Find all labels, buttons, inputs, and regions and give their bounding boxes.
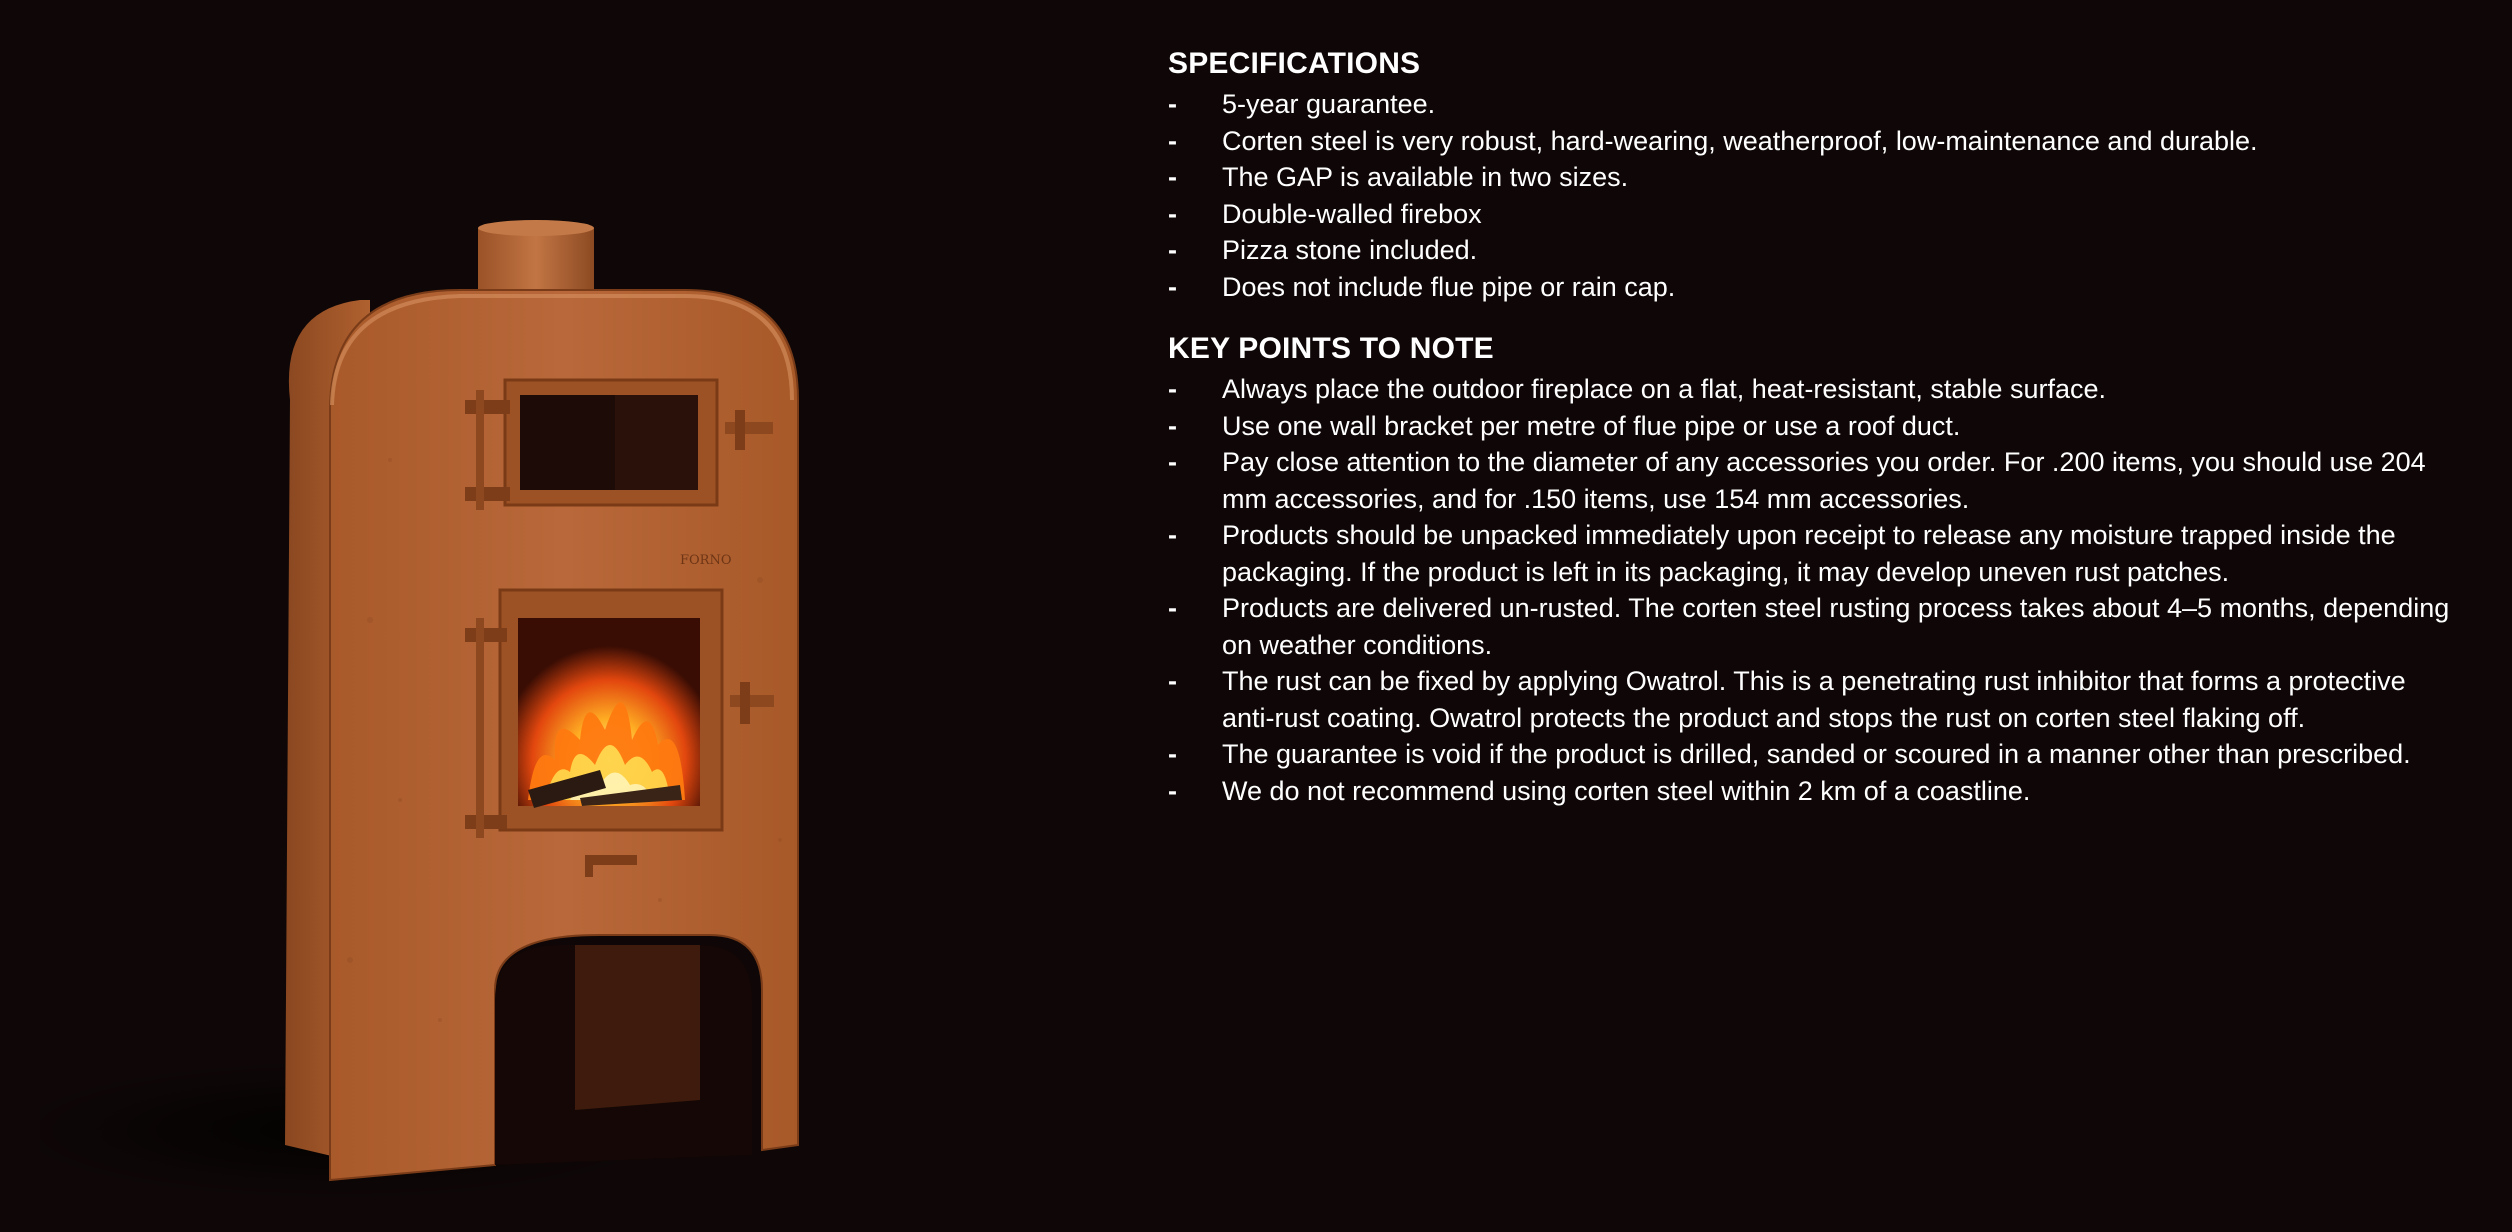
list-item-text: Double-walled firebox <box>1222 198 1482 229</box>
list-item <box>1168 736 2458 773</box>
list-item-text: The rust can be fixed by applying Owatrol. This is a penetrating rust inhibitor that forms a protective anti-rust coating. Owatrol protects the product and stops the rust on corten steel flaking off. <box>1222 666 2406 733</box>
bullet-dash: - <box>1168 162 1177 192</box>
bullet-dash: - <box>1168 739 1177 769</box>
product-brand-mark: FORNO <box>680 553 732 568</box>
list-item <box>1168 408 2458 445</box>
list-item-text: The GAP is available in two sizes. <box>1222 162 1629 192</box>
text-column <box>1168 44 2458 809</box>
list-item-text: 5-year guarantee. <box>1222 89 1436 119</box>
list-item <box>1168 159 2458 196</box>
key-points-list <box>1168 371 2458 809</box>
list-item-text: Corten steel is very robust, hard-wearing, weatherproof, low-maintenance and durable. <box>1222 125 2258 156</box>
bullet-dash: - <box>1168 89 1177 119</box>
specifications-list <box>1168 86 2458 305</box>
bullet-dash: - <box>1168 125 1177 156</box>
product-image-corten-oven <box>40 200 900 1220</box>
bullet-dash: - <box>1168 447 1177 477</box>
list-item-text: Always place the outdoor fireplace on a flat, heat-resistant, stable surface. <box>1222 374 2106 404</box>
bullet-dash: - <box>1168 520 1177 550</box>
list-item-text: Does not include flue pipe or rain cap. <box>1222 271 1676 302</box>
bullet-dash: - <box>1168 666 1177 696</box>
bullet-dash: - <box>1168 198 1177 229</box>
flue-collar <box>478 228 594 298</box>
list-item-text: The guarantee is void if the product is drilled, sanded or scoured in a manner other than prescribed. <box>1222 739 2411 769</box>
list-item <box>1168 123 2458 160</box>
bullet-dash: - <box>1168 410 1177 441</box>
list-item-text: Pizza stone included. <box>1222 235 1478 265</box>
bullet-dash: - <box>1168 775 1177 806</box>
list-item-text: Use one wall bracket per metre of flue pipe or use a roof duct. <box>1222 410 1961 441</box>
list-item <box>1168 663 2458 736</box>
list-item <box>1168 590 2458 663</box>
list-item <box>1168 86 2458 123</box>
list-item <box>1168 196 2458 233</box>
specifications-heading: SPECIFICATIONS <box>1168 47 1421 80</box>
list-item <box>1168 371 2458 408</box>
list-item-text: Products are delivered un-rusted. The corten steel rusting process takes about 4–5 months, depending on weather conditions. <box>1222 593 2450 660</box>
list-item-text: Products should be unpacked immediately upon receipt to release any moisture trapped inside the packaging. If the product is left in its packaging, it may develop uneven rust patches. <box>1222 520 2396 587</box>
list-item <box>1168 517 2458 590</box>
list-item <box>1168 232 2458 269</box>
bullet-dash: - <box>1168 593 1177 623</box>
list-item <box>1168 269 2458 306</box>
list-item <box>1168 773 2458 810</box>
key-points-heading: KEY POINTS TO NOTE <box>1168 332 1494 365</box>
list-item <box>1168 444 2458 517</box>
bullet-dash: - <box>1168 374 1177 404</box>
bullet-dash: - <box>1168 271 1177 302</box>
bullet-dash: - <box>1168 235 1177 265</box>
list-item-text: We do not recommend using corten steel within 2 km of a coastline. <box>1222 775 2031 806</box>
list-item-text: Pay close attention to the diameter of any accessories you order. For .200 items, you should use 204 mm accessories, and for .150 items, use 154 mm accessories. <box>1222 447 2426 514</box>
